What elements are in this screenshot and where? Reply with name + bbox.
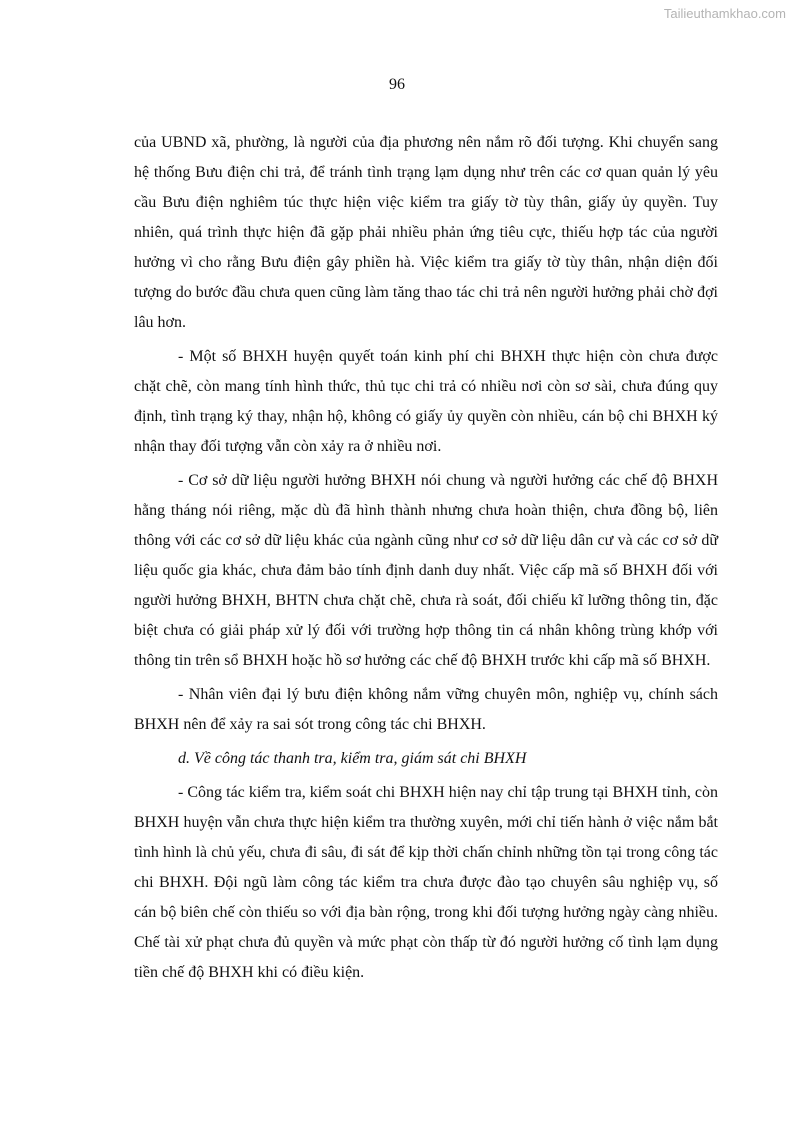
paragraph: của UBND xã, phường, là người của địa phương nên nắm rõ đối tượng. Khi chuyển sang hệ thống Bưu điện chi trả, để tránh tình trạng lạm dụng như trên các cơ quan quản lý yêu cầu Bưu điện nghiêm túc thực hiện việc kiểm tra giấy tờ tùy thân, giấy ủy quyền. Tuy nhiên, quá trình thực hiện đã gặp phải nhiều phản ứng tiêu cực, thiếu hợp tác của người hưởng vì cho rằng Bưu điện gây phiền hà. Việc kiểm tra giấy tờ tùy thân, nhận diện đối tượng do bước đầu chưa quen cũng làm tăng thao tác chi trả nên người hưởng phải chờ đợi lâu hơn. <box>134 134 718 331</box>
paragraph: - Cơ sở dữ liệu người hưởng BHXH nói chung và người hưởng các chế độ BHXH hằng tháng nói riêng, mặc dù đã hình thành nhưng chưa hoàn thiện, chưa đồng bộ, liên thông với các cơ sở dữ liệu khác của ngành cũng như cơ sở dữ liệu dân cư và các cơ sở dữ liệu quốc gia khác, chưa đảm bảo tính định danh duy nhất. Việc cấp mã số BHXH đối với người hưởng BHXH, BHTN chưa chặt chẽ, chưa rà soát, đối chiếu kĩ lưỡng thông tin, đặc biệt chưa có giải pháp xử lý đối với trường hợp thông tin cá nhân không trùng khớp với thông tin trên sổ BHXH hoặc hồ sơ hưởng các chế độ BHXH trước khi cấp mã số BHXH. <box>134 472 718 669</box>
paragraph: - Một số BHXH huyện quyết toán kinh phí chi BHXH thực hiện còn chưa được chặt chẽ, còn mang tính hình thức, thủ tục chi trả có nhiều nơi còn sơ sài, chưa đúng quy định, tình trạng ký thay, nhận hộ, không có giấy ủy quyền còn nhiều, cán bộ chi BHXH ký nhận thay đối tượng vẫn còn xảy ra ở nhiều nơi. <box>134 348 718 455</box>
section-heading: d. Về công tác thanh tra, kiểm tra, giám sát chi BHXH <box>178 750 527 767</box>
paragraph: - Công tác kiểm tra, kiểm soát chi BHXH hiện nay chỉ tập trung tại BHXH tỉnh, còn BHXH huyện vẫn chưa thực hiện kiểm tra thường xuyên, mới chỉ tiến hành ở việc nắm bắt tình hình là chủ yếu, chưa đi sâu, đi sát để kịp thời chấn chỉnh những tồn tại trong công tác chi BHXH. Đội ngũ làm công tác kiểm tra chưa được đào tạo chuyên sâu nghiệp vụ, số cán bộ biên chế còn thiếu so với địa bàn rộng, trong khi đối tượng hưởng ngày càng nhiều. Chế tài xử phạt chưa đủ quyền và mức phạt còn thấp từ đó người hưởng cố tình lạm dụng tiền chế độ BHXH khi có điều kiện. <box>134 784 718 981</box>
page-number: 96 <box>389 76 405 93</box>
body-text <box>134 128 718 992</box>
paragraph: - Nhân viên đại lý bưu điện không nắm vững chuyên môn, nghiệp vụ, chính sách BHXH nên để xảy ra sai sót trong công tác chi BHXH. <box>134 686 718 733</box>
watermark: Tailieuthamkhao.com <box>663 6 786 21</box>
